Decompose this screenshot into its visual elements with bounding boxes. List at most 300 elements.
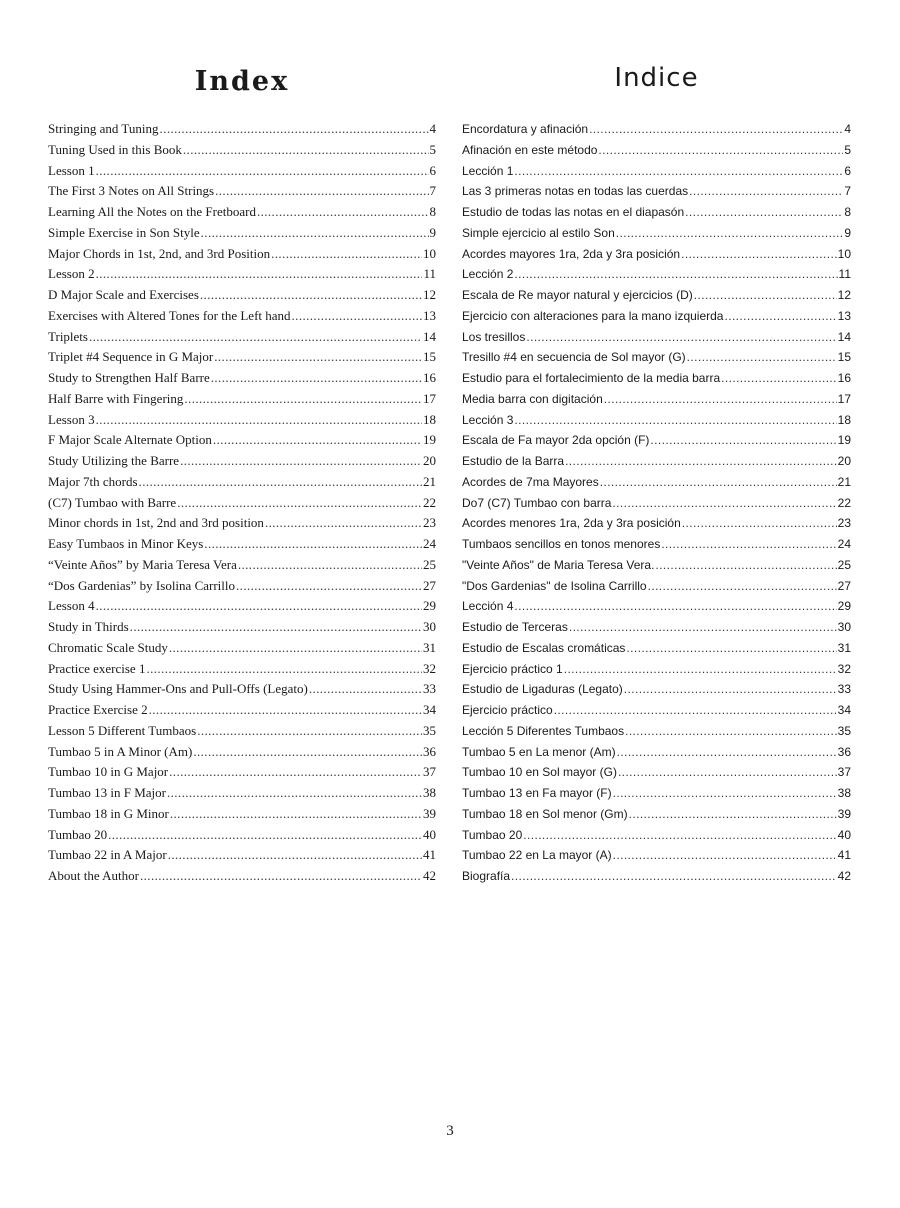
entry-title: “Veinte Años” by Maria Teresa Vera <box>48 556 237 572</box>
entry-title: Study Using Hammer-Ons and Pull-Offs (Legato) <box>48 681 308 697</box>
entry-page-number: 34 <box>837 703 851 717</box>
index-entry <box>48 617 436 638</box>
entry-page-number: 5 <box>844 142 851 157</box>
entry-page-number: 6 <box>844 163 851 178</box>
index-entry <box>462 700 851 721</box>
entry-page-number: 32 <box>837 661 851 676</box>
entry-page-number: 17 <box>837 391 851 406</box>
entry-page-number: 41 <box>837 848 851 863</box>
dot-leader <box>96 596 422 617</box>
index-entry <box>48 181 436 202</box>
entry-page-number: 8 <box>844 205 851 219</box>
index-entry <box>48 845 436 866</box>
entry-title: Lesson 1 <box>48 162 95 178</box>
index-entry <box>48 804 436 825</box>
index-entry <box>462 866 851 887</box>
index-entry <box>48 825 436 846</box>
entry-page-number: 30 <box>837 620 851 634</box>
dot-leader <box>569 617 837 638</box>
entry-title: (C7) Tumbao with Barre <box>48 494 177 510</box>
dot-leader <box>215 181 428 202</box>
index-entry <box>462 825 851 846</box>
index-entry <box>48 638 436 659</box>
index-entry <box>48 389 436 410</box>
entry-page-number: 38 <box>837 786 851 800</box>
index-entry <box>48 472 436 493</box>
dot-leader <box>648 576 837 597</box>
entry-title: Encordatura y afinación <box>462 122 589 136</box>
dot-leader <box>661 534 836 555</box>
entry-title: Tumbao 5 in A Minor (Am) <box>48 743 193 759</box>
index-entry <box>462 119 851 140</box>
entry-title: Lesson 4 <box>48 598 95 614</box>
dot-leader <box>616 223 844 244</box>
entry-title: Estudio de Terceras <box>462 620 568 634</box>
dot-leader <box>265 513 422 534</box>
entry-title: Estudio de Ligaduras (Legato) <box>462 682 623 697</box>
dot-leader <box>618 762 837 783</box>
dot-leader <box>613 783 837 804</box>
entry-title: Exercises with Altered Tones for the Left hand <box>48 307 291 323</box>
dot-leader <box>257 202 429 223</box>
dot-leader <box>170 804 422 825</box>
index-entry <box>462 513 851 534</box>
index-entry <box>462 202 851 223</box>
entry-title: Learning All the Notes on the Fretboard <box>48 204 256 219</box>
entry-title: F Major Scale Alternate Option <box>48 432 212 448</box>
index-entry <box>48 119 436 140</box>
entry-title: Tumbao 5 en La menor (Am) <box>462 744 616 759</box>
entry-title: Triplet #4 Sequence in G Major <box>48 349 214 365</box>
index-entry <box>462 638 851 659</box>
dot-leader <box>689 181 843 202</box>
entry-title: Chromatic Scale Study <box>48 639 168 655</box>
index-entry <box>48 285 436 306</box>
entry-page-number: 27 <box>423 577 436 593</box>
entry-page-number: 37 <box>837 765 851 780</box>
dot-leader <box>514 410 836 431</box>
dot-leader <box>108 825 422 846</box>
entry-page-number: 18 <box>423 411 436 427</box>
index-entry <box>48 140 436 161</box>
entry-title: Ejercicio práctico <box>462 703 553 717</box>
entry-page-number: 29 <box>837 599 851 614</box>
entry-title: About the Author <box>48 868 139 883</box>
dot-leader <box>514 161 843 182</box>
index-entry <box>48 347 436 368</box>
index-entry <box>462 721 851 742</box>
entry-page-number: 13 <box>423 307 436 323</box>
entry-page-number: 17 <box>423 390 436 406</box>
dot-leader <box>167 783 422 804</box>
entry-page-number: 41 <box>423 847 436 863</box>
entry-title: Afinación en este método <box>462 142 598 157</box>
entry-page-number: 12 <box>837 288 851 302</box>
entry-page-number: 19 <box>423 432 436 448</box>
entry-title: Tumbao 13 en Fa mayor (F) <box>462 786 612 800</box>
entry-title: Simple Exercise in Son Style <box>48 224 200 240</box>
dot-leader <box>204 534 422 555</box>
index-entry <box>462 181 851 202</box>
index-entry <box>462 347 851 368</box>
index-entry <box>462 451 851 472</box>
dot-leader <box>655 555 836 576</box>
index-entry <box>462 140 851 161</box>
entry-page-number: 20 <box>423 453 436 468</box>
entry-page-number: 30 <box>423 619 436 634</box>
page-number: 3 <box>446 1123 454 1139</box>
index-entry <box>48 576 436 597</box>
entry-page-number: 39 <box>423 805 436 821</box>
dot-leader <box>629 804 837 825</box>
entry-title: Lesson 3 <box>48 411 95 427</box>
entry-page-number: 4 <box>844 122 851 136</box>
entry-page-number: 16 <box>837 371 851 385</box>
index-entry <box>48 721 436 742</box>
entry-title: Study in Thirds <box>48 619 129 634</box>
dot-leader <box>236 576 422 597</box>
entry-page-number: 7 <box>844 184 851 199</box>
index-entry <box>48 430 436 451</box>
entry-title: Lesson 5 Different Tumbaos <box>48 722 197 738</box>
dot-leader <box>564 659 837 680</box>
dot-leader <box>724 306 836 327</box>
entry-page-number: 34 <box>423 702 436 717</box>
entry-title: Estudio de todas las notas en el diapasón <box>462 205 685 219</box>
entry-title: "Dos Gardenias" de Isolina Carrillo <box>462 578 647 593</box>
dot-leader <box>201 223 429 244</box>
entry-title: Escala de Re mayor natural y ejercicios (D) <box>462 288 693 302</box>
dot-leader <box>721 368 837 389</box>
dot-leader <box>197 721 422 742</box>
dot-leader <box>685 202 843 223</box>
dot-leader <box>624 679 837 700</box>
entry-title: Media barra con digitación <box>462 391 603 406</box>
entry-page-number: 22 <box>423 494 436 510</box>
dot-leader <box>214 347 422 368</box>
entry-title: Simple ejercicio al estilo Son <box>462 225 615 240</box>
entry-page-number: 29 <box>423 598 436 614</box>
index-entry <box>462 804 851 825</box>
index-entry <box>48 493 436 514</box>
index-entry <box>48 327 436 348</box>
entry-page-number: 42 <box>837 869 851 883</box>
entry-title: Acordes de 7ma Mayores <box>462 474 599 489</box>
index-entry <box>48 534 436 555</box>
dot-leader <box>682 513 837 534</box>
index-entry <box>48 202 436 223</box>
entry-page-number: 12 <box>423 287 436 302</box>
entry-page-number: 14 <box>837 329 851 344</box>
entry-page-number: 33 <box>837 682 851 697</box>
entry-page-number: 21 <box>837 474 851 489</box>
entry-title: Do7 (C7) Tumbao con barra <box>462 495 612 510</box>
entry-title: Ejercicio práctico 1 <box>462 661 563 676</box>
dot-leader <box>526 327 836 348</box>
entry-title: Minor chords in 1st, 2nd and 3rd position <box>48 515 264 531</box>
dot-leader <box>604 389 837 410</box>
entry-title: Easy Tumbaos in Minor Keys <box>48 536 204 551</box>
entry-title: Tresillo #4 en secuencia de Sol mayor (G) <box>462 350 686 365</box>
entry-page-number: 6 <box>429 162 436 178</box>
entry-page-number: 9 <box>429 224 436 240</box>
index-entry <box>48 451 436 472</box>
dot-leader <box>177 493 422 514</box>
entry-title: Tumbao 20 <box>48 826 108 842</box>
index-entry <box>462 493 851 514</box>
entry-title: Escala de Fa mayor 2da opción (F) <box>462 433 650 448</box>
dot-leader <box>694 285 837 306</box>
dot-leader <box>523 825 836 846</box>
entry-page-number: 31 <box>837 640 851 655</box>
index-entry <box>48 223 436 244</box>
index-entry <box>462 845 851 866</box>
dot-leader <box>168 845 422 866</box>
dot-leader <box>514 264 837 285</box>
entry-title: Lección 3 <box>462 412 514 427</box>
index-entry <box>462 264 851 285</box>
entry-title: Tumbao 20 <box>462 827 523 842</box>
entry-page-number: 18 <box>837 412 851 427</box>
entry-page-number: 35 <box>837 723 851 738</box>
entry-page-number: 7 <box>429 183 436 199</box>
index-entry <box>48 264 436 285</box>
entry-title: Tumbao 10 en Sol mayor (G) <box>462 765 617 780</box>
entry-page-number: 38 <box>423 785 436 800</box>
index-entry <box>48 742 436 763</box>
entry-title: Las 3 primeras notas en todas las cuerdas <box>462 184 689 199</box>
index-entry <box>48 368 436 389</box>
entry-title: Biografía <box>462 869 511 883</box>
index-entry <box>462 161 851 182</box>
entry-page-number: 21 <box>423 473 436 489</box>
entry-title: Practice Exercise 2 <box>48 702 148 717</box>
entry-page-number: 23 <box>837 516 851 531</box>
entry-page-number: 42 <box>423 868 436 883</box>
entry-page-number: 32 <box>423 660 436 676</box>
entry-title: Half Barre with Fingering <box>48 390 184 406</box>
index-entry <box>462 472 851 493</box>
entry-title: Tumbaos sencillos en tonos menores <box>462 537 661 551</box>
index-entry <box>462 742 851 763</box>
dot-leader <box>600 472 837 493</box>
dot-leader <box>589 119 843 140</box>
index-entry <box>462 534 851 555</box>
index-entry <box>48 306 436 327</box>
index-entry <box>48 596 436 617</box>
spanish-index-title: Indice <box>614 63 699 93</box>
index-entry <box>48 700 436 721</box>
dot-leader <box>612 493 836 514</box>
entry-page-number: 9 <box>844 225 851 240</box>
entry-page-number: 10 <box>837 246 851 261</box>
index-entry <box>462 679 851 700</box>
entry-page-number: 15 <box>423 349 436 365</box>
index-entry <box>462 783 851 804</box>
entry-title: The First 3 Notes on All Strings <box>48 183 215 199</box>
entry-page-number: 33 <box>423 681 436 697</box>
dot-leader <box>139 472 422 493</box>
entry-title: D Major Scale and Exercises <box>48 287 199 302</box>
index-entry <box>462 430 851 451</box>
index-entry <box>462 327 851 348</box>
dot-leader <box>687 347 837 368</box>
dot-leader <box>193 742 422 763</box>
dot-leader <box>211 368 422 389</box>
dot-leader <box>140 866 422 887</box>
dot-leader <box>309 679 422 700</box>
dot-leader <box>565 451 837 472</box>
index-entry <box>462 223 851 244</box>
entry-title: Triplets <box>48 328 88 344</box>
index-entry <box>462 244 851 265</box>
english-index-list <box>48 119 436 887</box>
entry-page-number: 25 <box>423 556 436 572</box>
entry-page-number: 36 <box>837 744 851 759</box>
dot-leader <box>213 430 422 451</box>
dot-leader <box>617 742 837 763</box>
dot-leader <box>149 700 422 721</box>
dot-leader <box>292 306 422 327</box>
entry-title: Major 7th chords <box>48 473 138 489</box>
entry-title: Stringing and Tuning <box>48 121 159 136</box>
entry-title: Lección 2 <box>462 267 514 282</box>
entry-page-number: 37 <box>423 764 436 780</box>
dot-leader <box>89 327 422 348</box>
entry-page-number: 14 <box>423 328 436 344</box>
dot-leader <box>271 244 422 265</box>
index-entry <box>462 368 851 389</box>
entry-page-number: 4 <box>429 121 436 136</box>
entry-title: Ejercicio con alteraciones para la mano izquierda <box>462 308 724 323</box>
dot-leader <box>511 866 837 887</box>
dot-leader <box>169 638 422 659</box>
entry-page-number: 27 <box>837 578 851 593</box>
entry-title: Estudio para el fortalecimiento de la media barra <box>462 371 721 385</box>
entry-page-number: 24 <box>837 537 851 551</box>
entry-page-number: 24 <box>423 536 436 551</box>
entry-title: Tumbao 18 en Sol menor (Gm) <box>462 806 628 821</box>
entry-page-number: 19 <box>837 433 851 448</box>
entry-title: "Veinte Años" de Maria Teresa Vera. <box>462 557 655 572</box>
index-entry <box>462 596 851 617</box>
dot-leader <box>625 721 837 742</box>
entry-page-number: 36 <box>423 743 436 759</box>
entry-title: Lección 5 Diferentes Tumbaos <box>462 723 625 738</box>
entry-page-number: 10 <box>423 245 436 261</box>
entry-title: Acordes menores 1ra, 2da y 3ra posición <box>462 516 681 531</box>
entry-page-number: 8 <box>429 204 436 219</box>
index-entry <box>48 513 436 534</box>
entry-title: Study Utilizing the Barre <box>48 453 180 468</box>
index-entry <box>48 161 436 182</box>
entry-title: Lesson 2 <box>48 266 95 282</box>
entry-title: Tumbao 10 in G Major <box>48 764 169 780</box>
entry-page-number: 35 <box>423 722 436 738</box>
index-entry <box>48 244 436 265</box>
index-entry <box>48 555 436 576</box>
index-entry <box>462 576 851 597</box>
index-entry <box>48 783 436 804</box>
entry-title: Tuning Used in this Book <box>48 141 182 157</box>
dot-leader <box>180 451 422 472</box>
entry-title: Lección 1 <box>462 163 514 178</box>
entry-title: Los tresillos <box>462 329 526 344</box>
dot-leader <box>681 244 837 265</box>
entry-title: Acordes mayores 1ra, 2da y 3ra posición <box>462 246 681 261</box>
index-entry <box>462 555 851 576</box>
english-index-title: Index <box>194 66 290 97</box>
index-entry <box>462 762 851 783</box>
entry-page-number: 40 <box>423 826 436 842</box>
dot-leader <box>514 596 836 617</box>
index-entry <box>462 306 851 327</box>
dot-leader <box>96 161 429 182</box>
entry-title: “Dos Gardenias” by Isolina Carrillo <box>48 577 236 593</box>
dot-leader <box>130 617 422 638</box>
entry-title: Lección 4 <box>462 599 514 614</box>
index-entry <box>48 762 436 783</box>
dot-leader <box>96 410 422 431</box>
entry-page-number: 23 <box>423 515 436 531</box>
dot-leader <box>238 555 422 576</box>
index-entry <box>462 389 851 410</box>
dot-leader <box>146 659 422 680</box>
entry-page-number: 11 <box>423 266 436 282</box>
entry-title: Estudio de Escalas cromáticas <box>462 640 626 655</box>
index-entry <box>48 679 436 700</box>
entry-page-number: 39 <box>837 806 851 821</box>
entry-title: Tumbao 13 in F Major <box>48 785 166 800</box>
entry-title: Estudio de la Barra <box>462 454 565 468</box>
entry-page-number: 11 <box>838 267 851 282</box>
entry-title: Tumbao 22 in A Major <box>48 847 167 863</box>
entry-page-number: 20 <box>837 454 851 468</box>
dot-leader <box>626 638 836 659</box>
index-entry <box>48 410 436 431</box>
entry-page-number: 16 <box>423 370 436 385</box>
index-entry <box>462 659 851 680</box>
entry-page-number: 31 <box>423 639 436 655</box>
spanish-index-list <box>462 119 851 887</box>
dot-leader <box>184 389 422 410</box>
entry-title: Major Chords in 1st, 2nd, and 3rd Position <box>48 245 271 261</box>
entry-page-number: 15 <box>837 350 851 365</box>
dot-leader <box>200 285 422 306</box>
entry-page-number: 40 <box>837 827 851 842</box>
index-entry <box>462 617 851 638</box>
dot-leader <box>160 119 429 140</box>
index-entry <box>48 866 436 887</box>
index-entry <box>48 659 436 680</box>
entry-page-number: 13 <box>837 308 851 323</box>
entry-title: Study to Strengthen Half Barre <box>48 370 210 385</box>
entry-title: Practice exercise 1 <box>48 660 146 676</box>
dot-leader <box>598 140 843 161</box>
index-entry <box>462 410 851 431</box>
dot-leader <box>183 140 429 161</box>
dot-leader <box>650 430 836 451</box>
entry-page-number: 22 <box>837 495 851 510</box>
entry-page-number: 25 <box>837 557 851 572</box>
entry-page-number: 5 <box>429 141 436 157</box>
dot-leader <box>554 700 837 721</box>
dot-leader <box>169 762 422 783</box>
dot-leader <box>613 845 837 866</box>
entry-title: Tumbao 22 en La mayor (A) <box>462 848 612 863</box>
dot-leader <box>96 264 423 285</box>
index-entry <box>462 285 851 306</box>
